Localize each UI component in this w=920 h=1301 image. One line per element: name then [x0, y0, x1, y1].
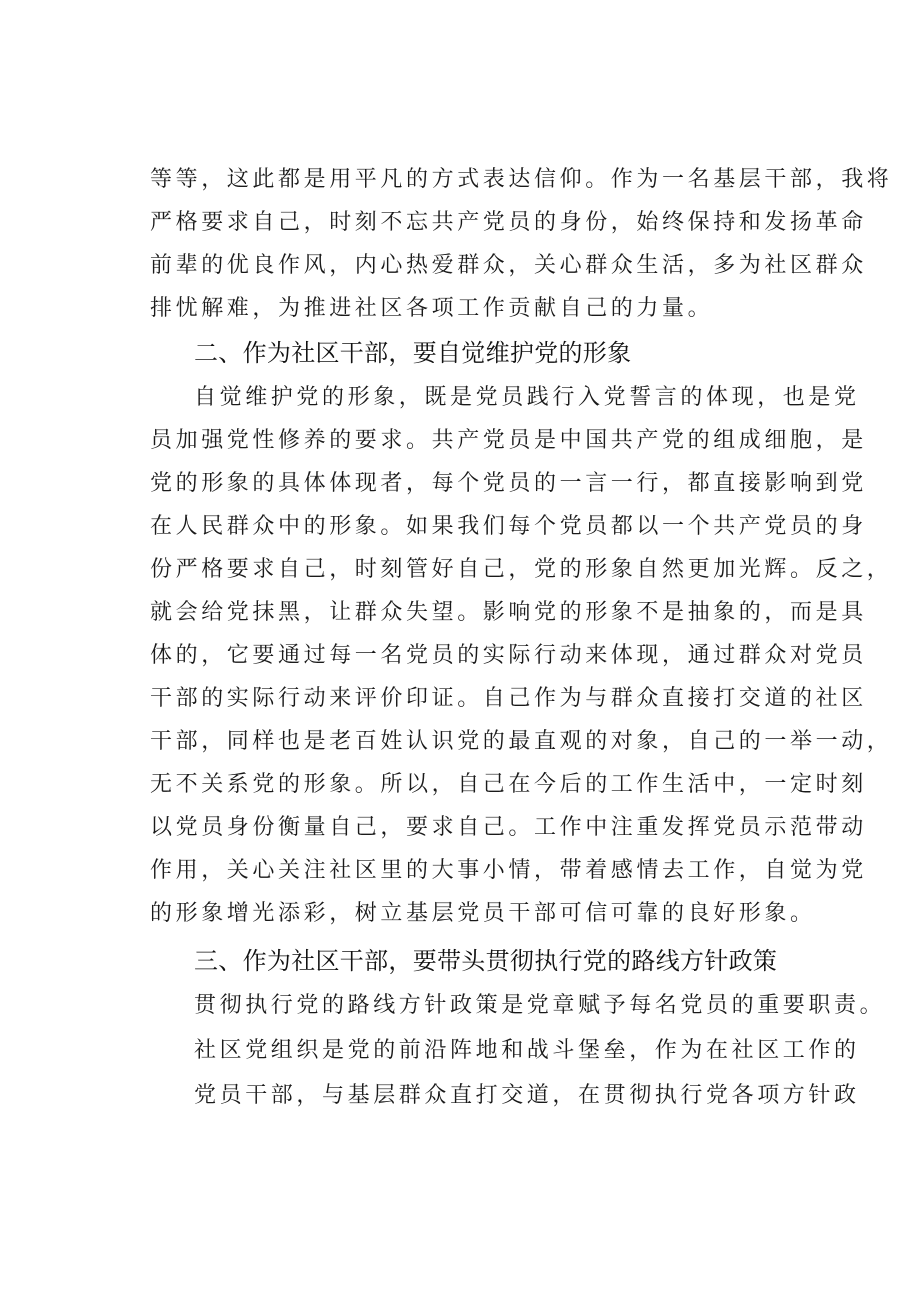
intro-line: 严格要求自己，时刻不忘共产党员的身份，始终保持和发扬革命: [150, 210, 867, 235]
paragraph-line: 党的形象的具体体现者，每个党员的一言一行，都直接影响到党: [150, 471, 867, 496]
intro-line: 排忧解难，为推进社区各项工作贡献自己的力量。: [150, 296, 714, 321]
paragraph-line: 的形象增光添彩，树立基层党员干部可信可靠的良好形象。: [150, 901, 816, 926]
paragraph-line: 份严格要求自己，时刻管好自己，党的形象自然更加光辉。反之，: [150, 557, 893, 582]
paragraph-line: 无不关系党的形象。所以，自己在今后的工作生活中，一定时刻: [150, 772, 867, 797]
paragraph-line: 作用，关心关注社区里的大事小情，带着感情去工作，自觉为党: [150, 858, 867, 883]
paragraph-line: 以党员身份衡量自己，要求自己。工作中注重发挥党员示范带动: [150, 815, 867, 840]
intro-line: 等等，这此都是用平凡的方式表达信仰。作为一名基层干部，我将: [150, 167, 893, 192]
section-heading: 二、作为社区干部，要自觉维护党的形象: [194, 339, 632, 367]
paragraph-line: 在人民群众中的形象。如果我们每个党员都以一个共产党员的身: [150, 514, 867, 539]
paragraph-line: 干部的实际行动来评价印证。自己作为与群众直接打交道的社区: [150, 686, 867, 711]
paragraph-line: 就会给党抹黑，让群众失望。影响党的形象不是抽象的，而是具: [150, 600, 867, 625]
paragraph-line: 社区党组织是党的前沿阵地和战斗堡垒，作为在社区工作的: [194, 1038, 860, 1063]
paragraph-line: 自觉维护党的形象，既是党员践行入党誓言的体现，也是党: [194, 385, 860, 410]
paragraph-line: 员加强党性修养的要求。共产党员是中国共产党的组成细胞，是: [150, 428, 867, 453]
paragraph-line: 体的，它要通过每一名党员的实际行动来体现，通过群众对党员: [150, 643, 867, 668]
paragraph-line: 党员干部，与基层群众直打交道，在贯彻执行党各项方针政: [194, 1083, 860, 1108]
intro-line: 前辈的优良作风，内心热爱群众，关心群众生活，多为社区群众: [150, 253, 867, 278]
paragraph-line: 干部，同样也是老百姓认识党的最直观的对象，自己的一举一动，: [150, 729, 893, 754]
section-heading: 三、作为社区干部，要带头贯彻执行党的路线方针政策: [194, 947, 778, 975]
paragraph-line: 贯彻执行党的路线方针政策是党章赋予每名党员的重要职责。: [194, 993, 886, 1018]
